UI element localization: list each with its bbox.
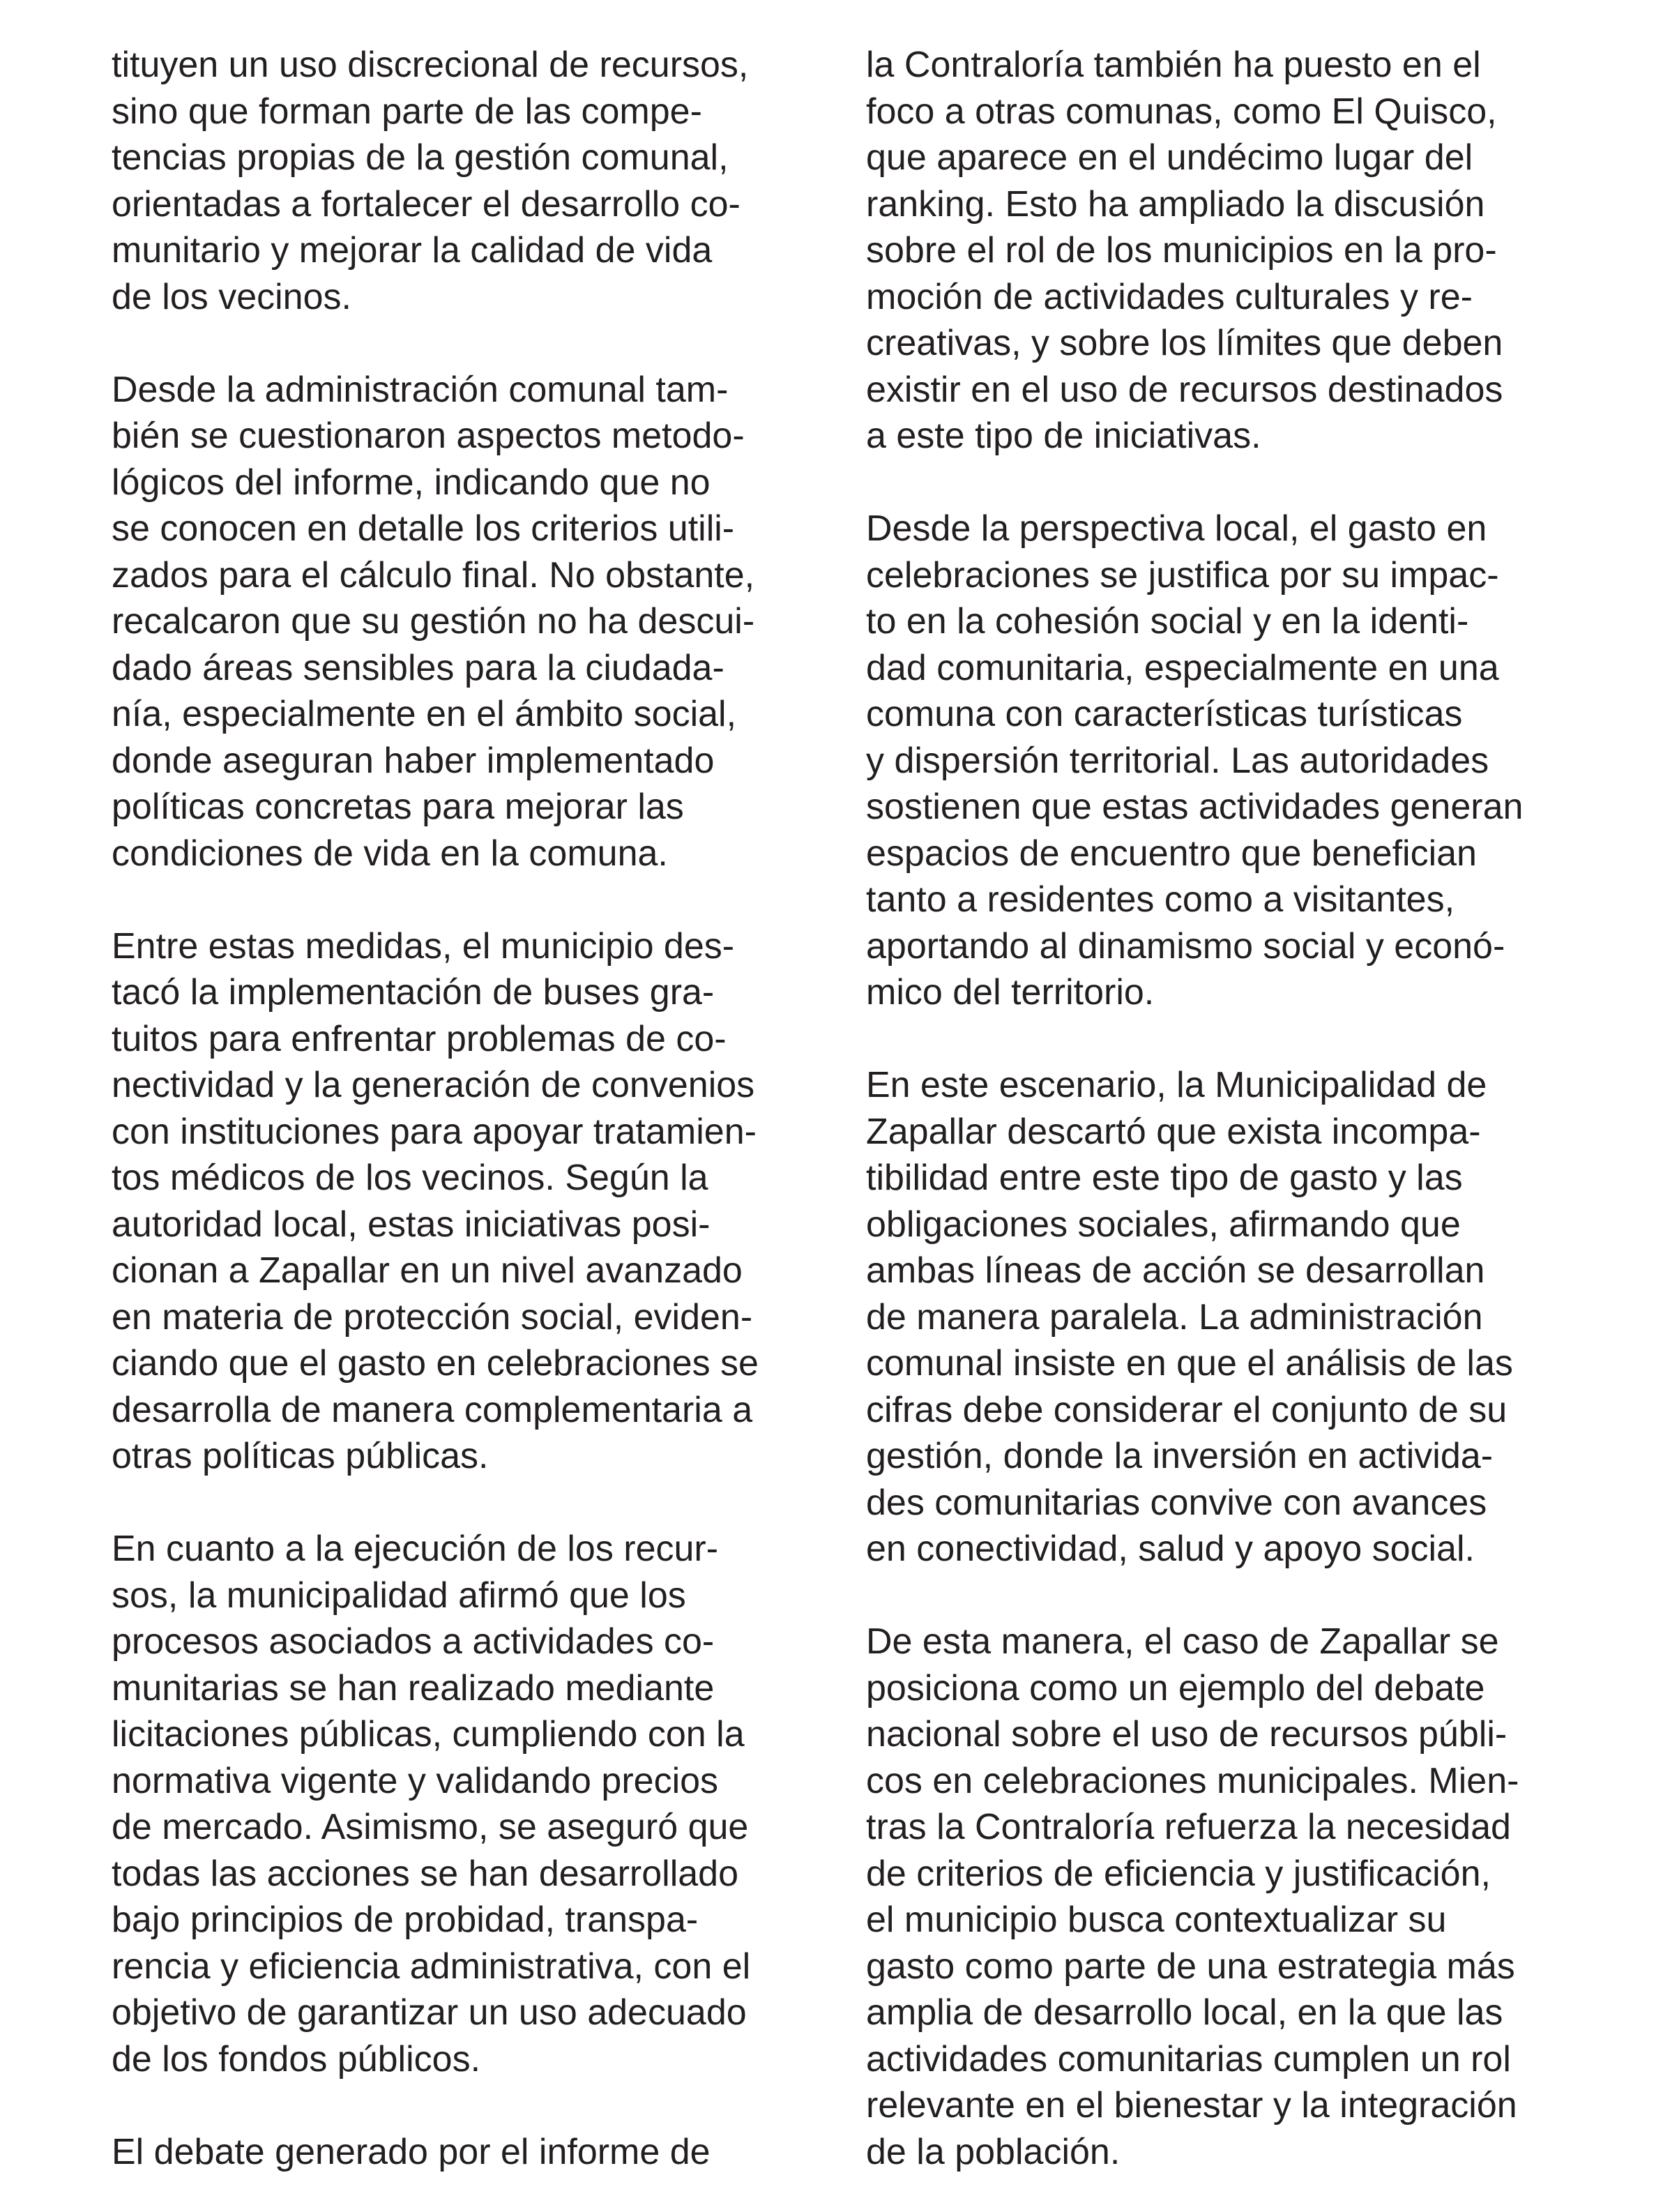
text-line: tos médicos de los vecinos. Según la xyxy=(112,1158,708,1198)
text-line: creativas, y sobre los límites que deben xyxy=(866,323,1503,363)
text-line: mico del territorio. xyxy=(866,972,1155,1013)
text-line: a este tipo de iniciativas. xyxy=(866,416,1261,456)
text-line: comunal insiste en que el análisis de las xyxy=(866,1343,1513,1384)
text-line: nacional sobre el uso de recursos públi- xyxy=(866,1714,1508,1755)
text-line: la Contraloría también ha puesto en el xyxy=(866,45,1481,85)
paragraph-gap xyxy=(112,2082,837,2129)
text-line: bajo principios de probidad, transpa- xyxy=(112,1900,699,1940)
text-line: espacios de encuentro que benefician xyxy=(866,833,1477,874)
text-line: tacó la implementación de buses gra- xyxy=(112,972,715,1013)
text-line: tituyen un uso discrecional de recursos, xyxy=(112,45,749,85)
text-line: de manera paralela. La administración xyxy=(866,1296,1483,1338)
text-line: El debate generado por el informe de xyxy=(112,2131,711,2172)
text-line: procesos asociados a actividades co- xyxy=(112,1621,715,1662)
text-line: tibilidad entre este tipo de gasto y las xyxy=(866,1158,1463,1198)
text-line: de criterios de eficiencia y justificación, xyxy=(866,1853,1491,1894)
text-line: munitarias se han realizado mediante xyxy=(112,1667,715,1709)
text-line: bién se cuestionaron aspectos metodo- xyxy=(112,416,745,456)
paragraph xyxy=(866,1062,1605,1573)
text-line: En cuanto a la ejecución de los recur- xyxy=(112,1529,719,1569)
text-line: lógicos del informe, indicando que no xyxy=(112,462,711,503)
text-line: nía, especialmente en el ámbito social, xyxy=(112,694,737,734)
paragraph xyxy=(866,42,1605,460)
text-line: aportando al dinamismo social y econó- xyxy=(866,925,1505,967)
text-line: el municipio busca contextualizar su xyxy=(866,1900,1447,1940)
text-line: foco a otras comunas, como El Quisco, xyxy=(866,91,1497,132)
text-line: nectividad y la generación de convenios xyxy=(112,1065,755,1105)
text-line: Desde la administración comunal tam- xyxy=(112,369,729,410)
text-line: cifras debe considerar el conjunto de su xyxy=(866,1389,1508,1430)
text-line: y dispersión territorial. Las autoridades xyxy=(866,740,1489,781)
paragraph xyxy=(112,2129,837,2176)
text-line: otras políticas públicas. xyxy=(112,1436,489,1476)
text-line: de los fondos públicos. xyxy=(112,2038,481,2080)
text-line: con instituciones para apoyar tratamien- xyxy=(112,1111,757,1152)
text-line: De esta manera, el caso de Zapallar se xyxy=(866,1621,1499,1662)
text-line: tuitos para enfrentar problemas de co- xyxy=(112,1018,727,1059)
text-line: de mercado. Asimismo, se aseguró que xyxy=(112,1807,749,1847)
text-line: En este escenario, la Municipalidad de xyxy=(866,1065,1487,1105)
text-line: ranking. Esto ha ampliado la discusión xyxy=(866,183,1485,225)
text-line: sobre el rol de los municipios en la pro- xyxy=(866,230,1497,271)
text-line: todas las acciones se han desarrollado xyxy=(112,1853,739,1894)
paragraph xyxy=(112,367,837,877)
text-line: posiciona como un ejemplo del debate xyxy=(866,1667,1485,1709)
paragraph xyxy=(112,42,837,320)
text-line: objetivo de garantizar un uso adecuado xyxy=(112,1992,747,2033)
text-line: cos en celebraciones municipales. Mien- xyxy=(866,1760,1519,1801)
text-line: en conectividad, salud y apoyo social. xyxy=(866,1529,1475,1569)
text-line: desarrolla de manera complementaria a xyxy=(112,1389,753,1430)
text-line: Desde la perspectiva local, el gasto en xyxy=(866,508,1487,549)
text-line: cionan a Zapallar en un nivel avanzado xyxy=(112,1250,743,1291)
text-line: to en la cohesión social y en la identi- xyxy=(866,601,1469,642)
paragraph-gap xyxy=(866,1573,1605,1619)
text-line: de la población. xyxy=(866,2131,1121,2172)
text-line: des comunitarias convive con avances xyxy=(866,1482,1487,1523)
text-line: obligaciones sociales, afirmando que xyxy=(866,1204,1461,1245)
text-line: normativa vigente y validando precios xyxy=(112,1760,719,1801)
paragraph xyxy=(866,1619,1605,2175)
text-line: sino que forman parte de las compe- xyxy=(112,91,702,132)
text-line: munitario y mejorar la calidad de vida xyxy=(112,230,713,271)
text-line: licitaciones públicas, cumpliendo con la xyxy=(112,1714,745,1755)
left-column xyxy=(112,42,837,2175)
text-line: sos, la municipalidad afirmó que los xyxy=(112,1575,686,1616)
text-line: que aparece en el undécimo lugar del xyxy=(866,137,1473,178)
text-line: Zapallar descartó que exista incompa- xyxy=(866,1111,1481,1152)
text-line: políticas concretas para mejorar las xyxy=(112,787,684,827)
text-line: dad comunitaria, especialmente en una xyxy=(866,647,1499,688)
text-line: tras la Contraloría refuerza la necesidad xyxy=(866,1807,1511,1847)
text-line: comuna con características turísticas xyxy=(866,694,1463,734)
text-line: dado áreas sensibles para la ciudada- xyxy=(112,647,724,688)
text-line: en materia de protección social, eviden- xyxy=(112,1296,753,1338)
text-line: condiciones de vida en la comuna. xyxy=(112,833,668,874)
text-line: tanto a residentes como a visitantes, xyxy=(866,879,1455,920)
text-line: rencia y eficiencia administrativa, con el xyxy=(112,1946,751,1987)
paragraph xyxy=(112,923,837,1480)
paragraph-gap xyxy=(112,1480,837,1527)
text-line: gasto como parte de una estrategia más xyxy=(866,1946,1515,1987)
text-line: gestión, donde la inversión en activida- xyxy=(866,1436,1494,1476)
text-line: ambas líneas de acción se desarrollan xyxy=(866,1250,1485,1291)
text-line: tencias propias de la gestión comunal, xyxy=(112,137,729,178)
text-line: de los vecinos. xyxy=(112,276,351,317)
text-line: orientadas a fortalecer el desarrollo co- xyxy=(112,183,741,225)
text-line: sostienen que estas actividades generan xyxy=(866,787,1524,827)
text-line: relevante en el bienestar y la integración xyxy=(866,2085,1517,2126)
paragraph-gap xyxy=(866,1016,1605,1063)
text-line: zados para el cálculo final. No obstante, xyxy=(112,554,755,596)
paragraph xyxy=(866,506,1605,1016)
text-line: celebraciones se justifica por su impac- xyxy=(866,554,1499,596)
text-line: existir en el uso de recursos destinados xyxy=(866,369,1503,410)
right-column xyxy=(866,42,1605,2175)
text-line: recalcaron que su gestión no ha descui- xyxy=(112,601,755,642)
paragraph-gap xyxy=(866,460,1605,506)
text-line: amplia de desarrollo local, en la que las xyxy=(866,1992,1503,2033)
text-line: ciando que el gasto en celebraciones se xyxy=(112,1343,759,1384)
text-line: donde aseguran haber implementado xyxy=(112,740,715,781)
text-line: actividades comunitarias cumplen un rol xyxy=(866,2038,1511,2080)
paragraph-gap xyxy=(112,877,837,923)
text-line: autoridad local, estas iniciativas posi- xyxy=(112,1204,711,1245)
text-line: moción de actividades culturales y re- xyxy=(866,276,1473,317)
paragraph-gap xyxy=(112,320,837,367)
paragraph xyxy=(112,1526,837,2082)
text-line: Entre estas medidas, el municipio des- xyxy=(112,925,735,967)
text-line: se conocen en detalle los criterios utili- xyxy=(112,508,735,549)
